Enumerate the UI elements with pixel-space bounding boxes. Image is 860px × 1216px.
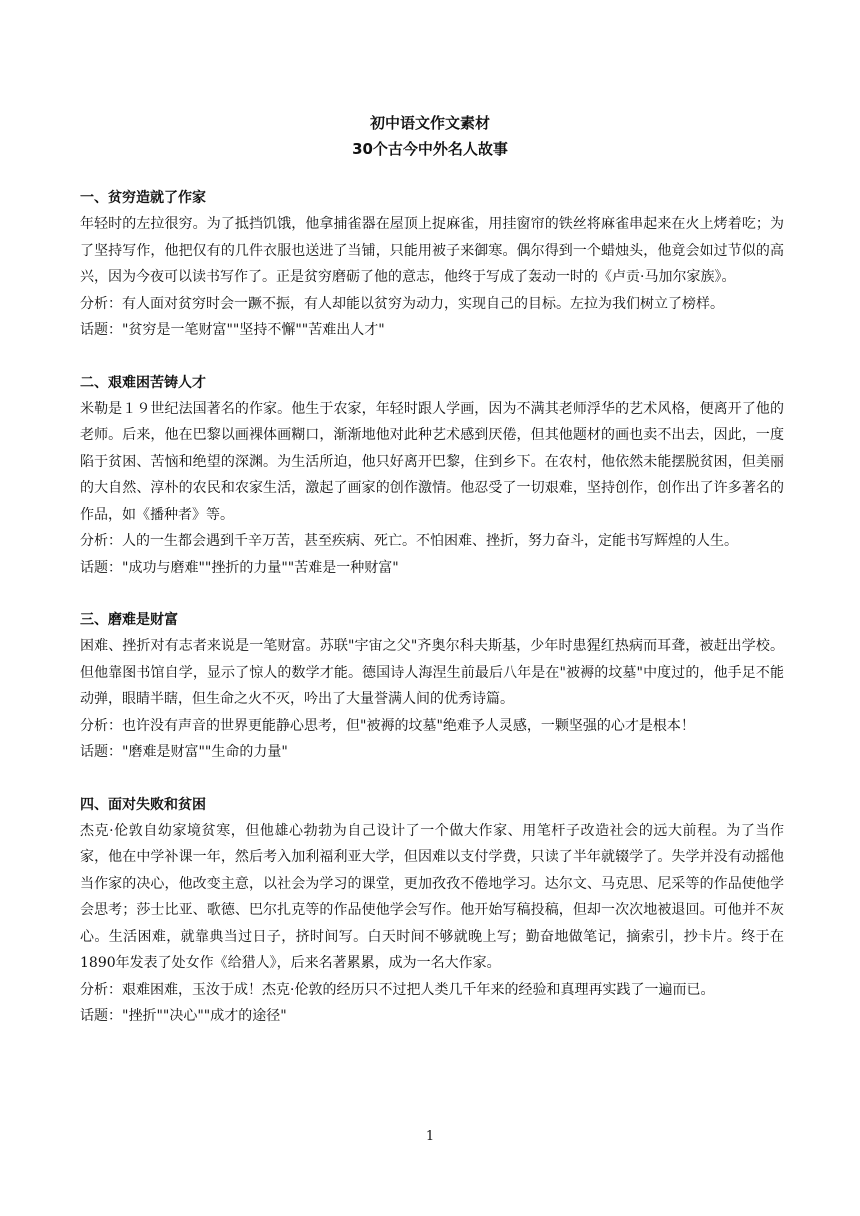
topic-line: 话题："成功与磨难""挫折的力量""苦难是一种财富" — [80, 559, 399, 576]
document-body — [80, 185, 784, 1056]
section-heading: 一、贫穷造就了作家 — [80, 190, 206, 206]
document-subtitle: 30个古今中外名人故事 — [352, 140, 508, 158]
page-number: 1 — [425, 1129, 435, 1144]
topic-line: 话题："贫穷是一笔财富""坚持不懈""苦难出人才" — [80, 322, 385, 338]
story-paragraph: 杰克·伦敦自幼家境贫寒，但他雄心勃勃为自己设计了一个做大作家、用笔杆子改造社会的远大前程。为了当作家，他在中学补课一年，然后考入加利福利亚大学，但因难以支付学费，只读了半年就辍学了。失学并没有动摇他当作家的决心，他改变主意，以社会为学习的课堂，更加孜孜不倦地学习。达尔文、马克思、尼采等的作品使他学会思考；莎士比亚、歌德、巴尔扎克等的作品使他学会写作。他开始写稿投稿，但却一次次地被退回。可他并不灰心。生活困难，就靠典当过日子，挤时间写。白天时间不够就晚上写；勤奋地做笔记，摘索引，抄卡片。终于在1890年发表了处女作《给猎人》，后来名著累累，成为一名大作家。 — [80, 822, 784, 971]
topic-line: 话题："磨难是财富""生命的力量" — [80, 744, 288, 760]
section-heading: 二、艰难困苦铸人才 — [80, 374, 206, 391]
analysis-line: 分析：人的一生都会遇到千辛万苦，甚至疾病、死亡。不怕困难、挫折，努力奋斗，定能书写辉煌的人生。 — [80, 533, 738, 549]
topic-line: 话题："挫折""决心""成才的途径" — [80, 1008, 287, 1024]
story-section-1 — [80, 185, 784, 344]
story-section-4 — [80, 792, 784, 1030]
story-paragraph: 米勒是１９世纪法国著名的作家。他生于农家，年轻时跟人学画，因为不满其老师浮华的艺术风格，便离开了他的老师。后来，他在巴黎以画裸体画糊口，渐渐地他对此种艺术感到厌倦，但其他题材的画也卖不出去，因此，一度陷于贫困、苦恼和绝望的深渊。为生活所迫，他只好离开巴黎，住到乡下。在农村，他依然未能摆脱贫困，但美丽的大自然、淳朴的农民和农家生活，激起了画家的创作激情。他忍受了一切艰难，坚持创作，创作出了许多著名的作品，如《播种者》等。 — [80, 400, 784, 523]
section-heading: 四、面对失败和贫困 — [80, 796, 206, 813]
analysis-line: 分析：有人面对贫穷时会一蹶不振，有人却能以贫穷为动力，实现自己的目标。左拉为我们树立了榜样。 — [80, 295, 724, 312]
document-title: 初中语文作文素材 — [369, 114, 490, 132]
analysis-line: 分析：艰难困难，玉汝于成！杰克·伦敦的经历只不过把人类几千年来的经验和真理再实践了一遍而已。 — [80, 981, 715, 998]
story-paragraph: 困难、挫折对有志者来说是一笔财富。苏联"宇宙之父"齐奥尔科夫斯基，少年时患猩红热病而耳聋，被赶出学校。但他靠图书馆自学，显示了惊人的数学才能。德国诗人海涅生前最后八年是在"被褥的坟墓"中度过的，他手足不能动弹，眼睛半瞎，但生命之火不灭，吟出了大量誉满人间的优秀诗篇。 — [80, 638, 784, 707]
story-section-3 — [80, 607, 784, 766]
story-paragraph: 年轻时的左拉很穷。为了抵挡饥饿，他拿捕雀器在屋顶上捉麻雀，用挂窗帘的铁丝将麻雀串起来在火上烤着吃；为了坚持写作，他把仅有的几件衣服也送进了当铺，只能用被子来御寒。偶尔得到一个蜡烛头，他竟会如过节似的高兴，因为今夜可以读书写作了。正是贫穷磨砺了他的意志，他终于写成了轰动一时的《卢贡·马加尔家族》。 — [80, 216, 784, 285]
story-section-2 — [80, 370, 784, 582]
section-heading: 三、磨难是财富 — [80, 612, 178, 628]
analysis-line: 分析：也许没有声音的世界更能静心思考，但"被褥的坟墓"绝难予人灵感，一颗坚强的心才是根本！ — [80, 717, 695, 734]
title-block — [0, 110, 860, 162]
